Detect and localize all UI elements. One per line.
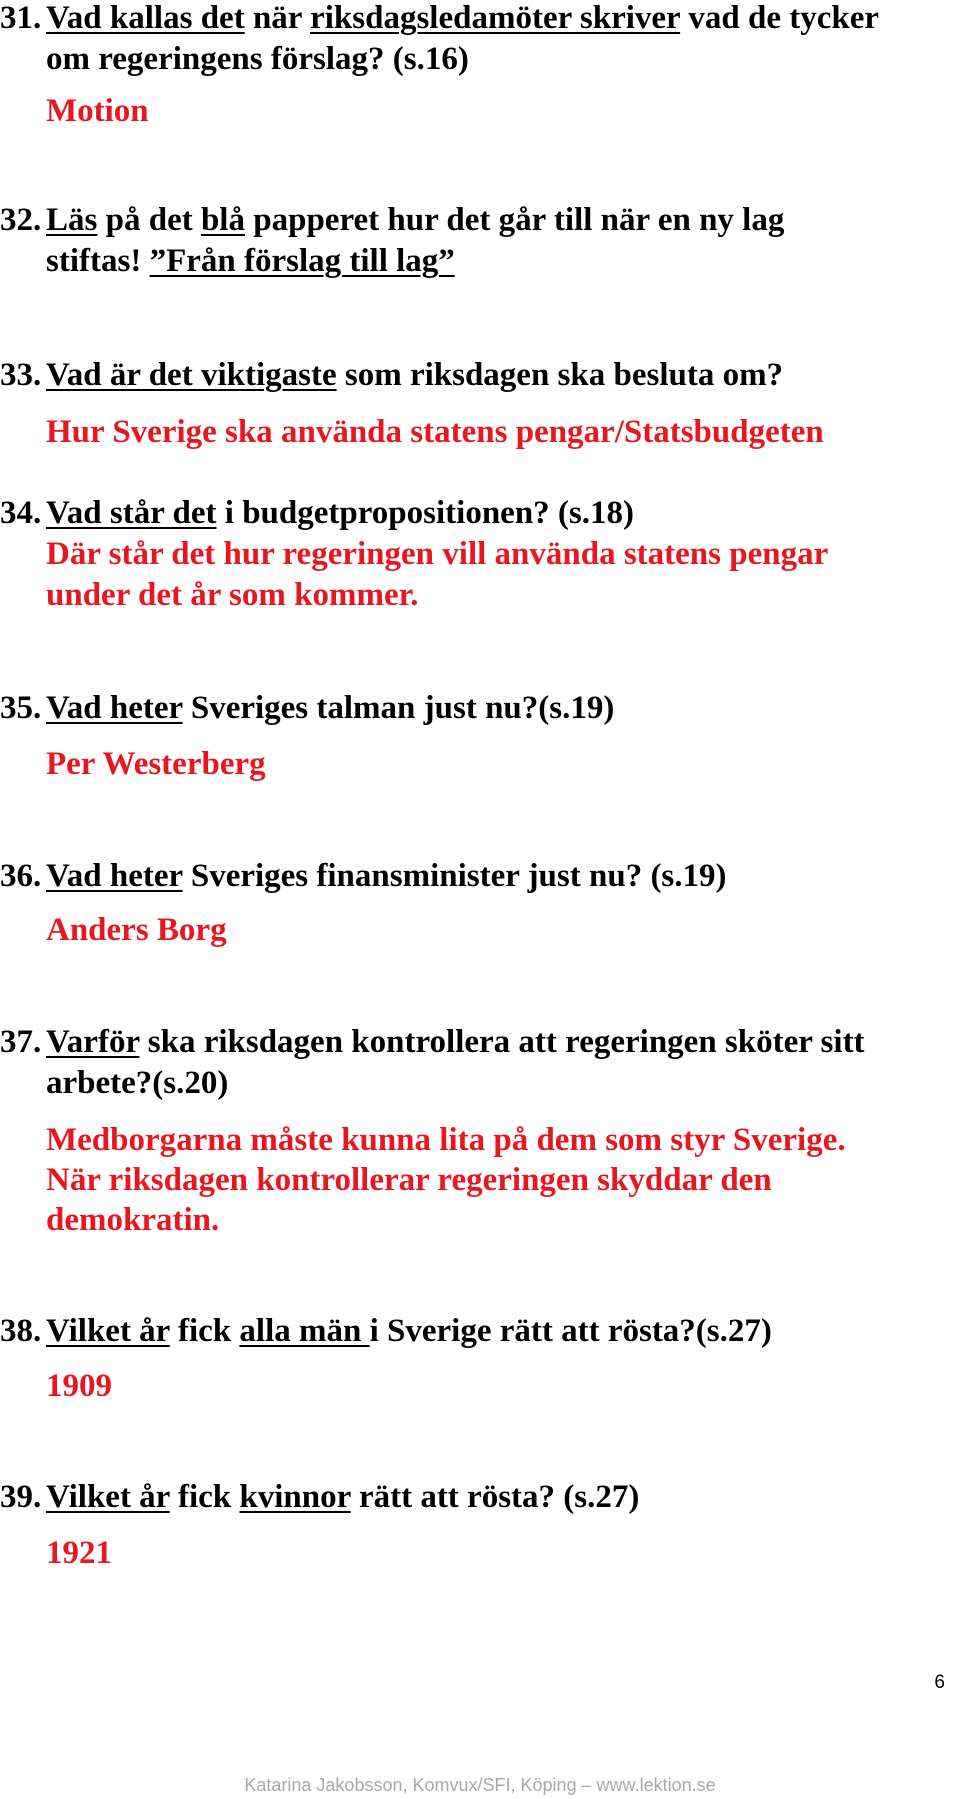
question-text-underlined: Vad heter <box>46 690 183 726</box>
question-text-underlined: Vad är det viktigaste <box>46 357 337 393</box>
question-text: ska riksdagen kontrollera att regeringen sköter sitt <box>139 1024 865 1060</box>
answer-38: 1909 <box>46 1368 112 1404</box>
question-text-underlined: Vilket år <box>46 1313 170 1349</box>
question-text: Sveriges finansminister just nu? (s.19) <box>182 858 727 894</box>
answer-31: Motion <box>46 93 149 129</box>
question-text-continued: om regeringens förslag? (s.16) <box>46 41 469 77</box>
question-39 <box>0 1477 950 1518</box>
question-number: 34. <box>0 495 42 531</box>
answer-36: Anders Borg <box>46 912 227 948</box>
question-text-underlined: Vad kallas det <box>46 0 245 36</box>
question-number: 37. <box>0 1024 42 1060</box>
question-32 <box>0 200 950 282</box>
question-37 <box>0 1022 950 1104</box>
question-text-underlined: Vad heter <box>46 858 183 894</box>
question-number: 38. <box>0 1313 42 1349</box>
question-text-underlined: blå <box>200 202 245 238</box>
question-31 <box>0 0 950 80</box>
question-34 <box>0 493 950 534</box>
answer-39: 1921 <box>46 1535 112 1571</box>
question-number: 35. <box>0 690 42 726</box>
question-text: i Sverige rätt att rösta?(s.27) <box>369 1313 772 1349</box>
question-text: stiftas! <box>46 243 150 279</box>
answer-34-line-1: Där står det hur regeringen vill använda statens pengar <box>46 536 829 572</box>
question-text-continued: arbete?(s.20) <box>46 1065 229 1101</box>
question-text-underlined: Läs <box>46 202 98 238</box>
question-text-underlined: riksdagsledamöter skriver <box>310 0 681 36</box>
question-text: rätt att rösta? (s.27) <box>350 1479 640 1515</box>
question-text: fick <box>169 1313 240 1349</box>
answer-37-line-1: Medborgarna måste kunna lita på dem som styr Sverige. <box>46 1122 846 1158</box>
page-number: 6 <box>934 1672 945 1693</box>
question-text-underlined: Varför <box>46 1024 140 1060</box>
question-text-underlined: ”Från förslag till lag” <box>149 243 455 279</box>
question-text-underlined: Vad står det <box>46 495 217 531</box>
question-text: som riksdagen ska besluta om? <box>336 357 784 393</box>
question-text: Sveriges talman just nu?(s.19) <box>182 690 615 726</box>
question-text: på det <box>97 202 201 238</box>
answer-35: Per Westerberg <box>46 746 266 782</box>
page-footer: Katarina Jakobsson, Komvux/SFI, Köping – www.lektion.se <box>244 1775 716 1795</box>
question-text: papperet hur det går till när en ny lag <box>244 202 785 238</box>
question-33 <box>0 355 950 396</box>
question-number: 33. <box>0 357 42 393</box>
question-number: 39. <box>0 1479 42 1515</box>
question-number: 36. <box>0 858 42 894</box>
question-36 <box>0 856 950 897</box>
answer-37-line-2: När riksdagen kontrollerar regeringen skyddar den <box>46 1162 772 1198</box>
answer-34-line-2: under det år som kommer. <box>46 577 419 613</box>
question-35 <box>0 688 950 729</box>
question-text: när <box>244 0 311 36</box>
answer-37-line-3: demokratin. <box>46 1202 220 1238</box>
question-number: 32. <box>0 202 42 238</box>
question-text: fick <box>169 1479 240 1515</box>
question-text: i budgetpropositionen? (s.18) <box>216 495 634 531</box>
question-text-underlined: kvinnor <box>239 1479 351 1515</box>
question-number: 31. <box>0 0 42 36</box>
question-text-underlined: alla män <box>239 1313 370 1349</box>
answer-33: Hur Sverige ska använda statens pengar/Statsbudgeten <box>46 414 824 450</box>
question-text-continued <box>0 241 950 282</box>
question-text-underlined: Vilket år <box>46 1479 170 1515</box>
question-text: vad de tycker <box>680 0 879 36</box>
question-38 <box>0 1311 950 1352</box>
